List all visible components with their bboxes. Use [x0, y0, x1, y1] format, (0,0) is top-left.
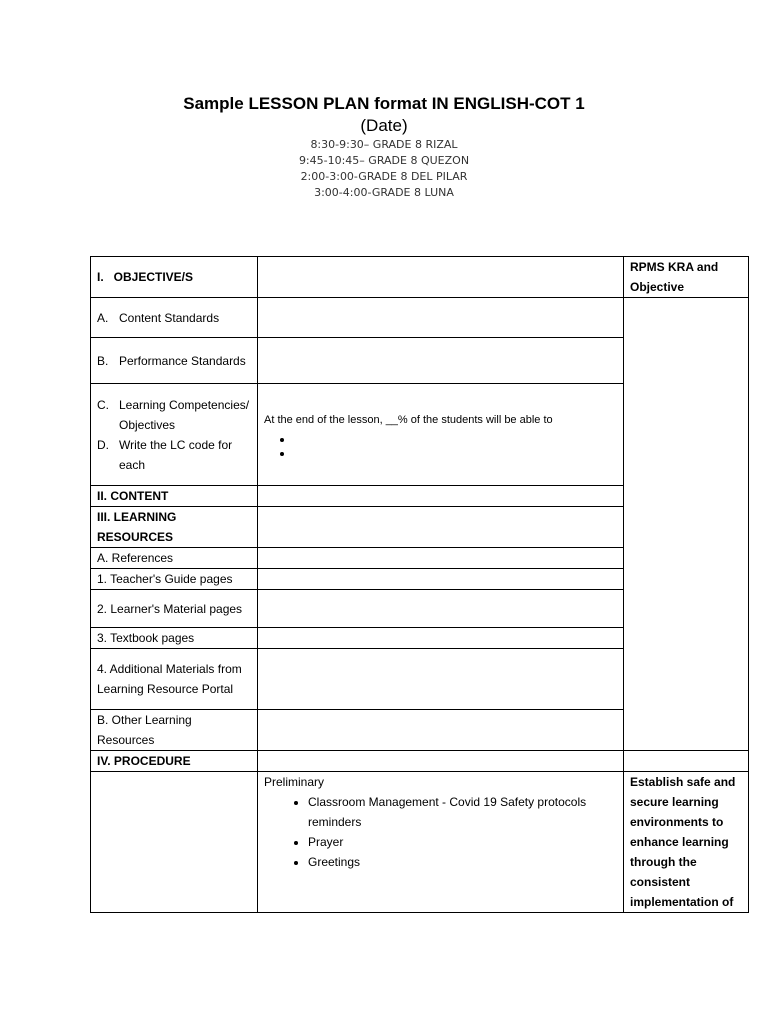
schedule-line: 8:30-9:30– GRADE 8 RIZAL	[310, 138, 458, 151]
additional-materials-value	[258, 649, 624, 710]
content-standards-cell	[91, 298, 258, 338]
item-number: B.	[97, 353, 109, 368]
competencies-cell	[91, 384, 258, 486]
lc-text: At the end of the lesson, __% of the students will be able to	[264, 413, 553, 426]
document-date: (Date)	[360, 116, 408, 135]
content-standards-value	[258, 298, 624, 338]
schedule-line: 3:00-4:00-GRADE 8 LUNA	[314, 186, 454, 199]
content-standards-label: Content Standards	[119, 310, 220, 325]
preliminary-title: Preliminary	[264, 775, 325, 789]
rpms-header: RPMS KRA and Objective	[624, 257, 749, 298]
teachers-guide-value	[258, 569, 624, 590]
schedule-line: 2:00-3:00-GRADE 8 DEL PILAR	[300, 170, 468, 183]
learners-material-label: 2. Learner's Material pages	[91, 590, 258, 628]
list-item: • Greetings	[308, 852, 617, 872]
list-item	[294, 432, 617, 446]
preliminary-cell	[258, 772, 624, 913]
references-value	[258, 548, 624, 569]
preliminary-list	[264, 792, 617, 872]
lesson-plan-table	[90, 256, 749, 913]
objectives-header: I. OBJECTIVE/S	[91, 257, 258, 298]
empty-bullet-list	[264, 432, 617, 460]
other-resources-label: B. Other Learning Resources	[91, 710, 258, 751]
textbook-label: 3. Textbook pages	[91, 628, 258, 649]
learners-material-value	[258, 590, 624, 628]
performance-standards-cell	[91, 338, 258, 384]
objectives-cell	[258, 257, 624, 298]
rpms-empty-cell	[624, 298, 749, 751]
references-label: A. References	[91, 548, 258, 569]
teachers-guide-label: 1. Teacher's Guide pages	[91, 569, 258, 590]
learning-resources-value	[258, 507, 624, 548]
performance-standards-label: Performance Standards	[119, 353, 246, 368]
textbook-value	[258, 628, 624, 649]
list-item	[294, 446, 617, 460]
competencies-value	[258, 384, 624, 486]
item-number: A.	[97, 310, 109, 325]
procedure-rpms	[624, 751, 749, 772]
competencies-label: Learning Competencies/ Objectives	[119, 397, 250, 432]
schedule-line: 9:45-10:45– GRADE 8 QUEZON	[298, 154, 470, 167]
procedure-empty-cell	[91, 772, 258, 913]
content-header: II. CONTENT	[91, 486, 258, 507]
learning-resources-header: III. LEARNING RESOURCES	[91, 507, 258, 548]
other-resources-value	[258, 710, 624, 751]
additional-materials-label: 4. Additional Materials from Learning Resource Portal	[91, 649, 258, 710]
list-item: • Prayer	[308, 832, 617, 852]
procedure-header: IV. PROCEDURE	[91, 751, 258, 772]
item-number: C.	[97, 397, 109, 412]
document-title: Sample LESSON PLAN format IN ENGLISH-COT 1	[183, 94, 585, 113]
content-value	[258, 486, 624, 507]
procedure-value	[258, 751, 624, 772]
item-number: D.	[97, 437, 109, 452]
performance-standards-value	[258, 338, 624, 384]
rpms-objective: Establish safe and secure learning environments to enhance learning through the consistent implementation of	[624, 772, 749, 913]
list-item: • Classroom Management - Covid 19 Safety protocols reminders	[308, 792, 617, 832]
lc-code-label: Write the LC code for each	[119, 437, 233, 472]
